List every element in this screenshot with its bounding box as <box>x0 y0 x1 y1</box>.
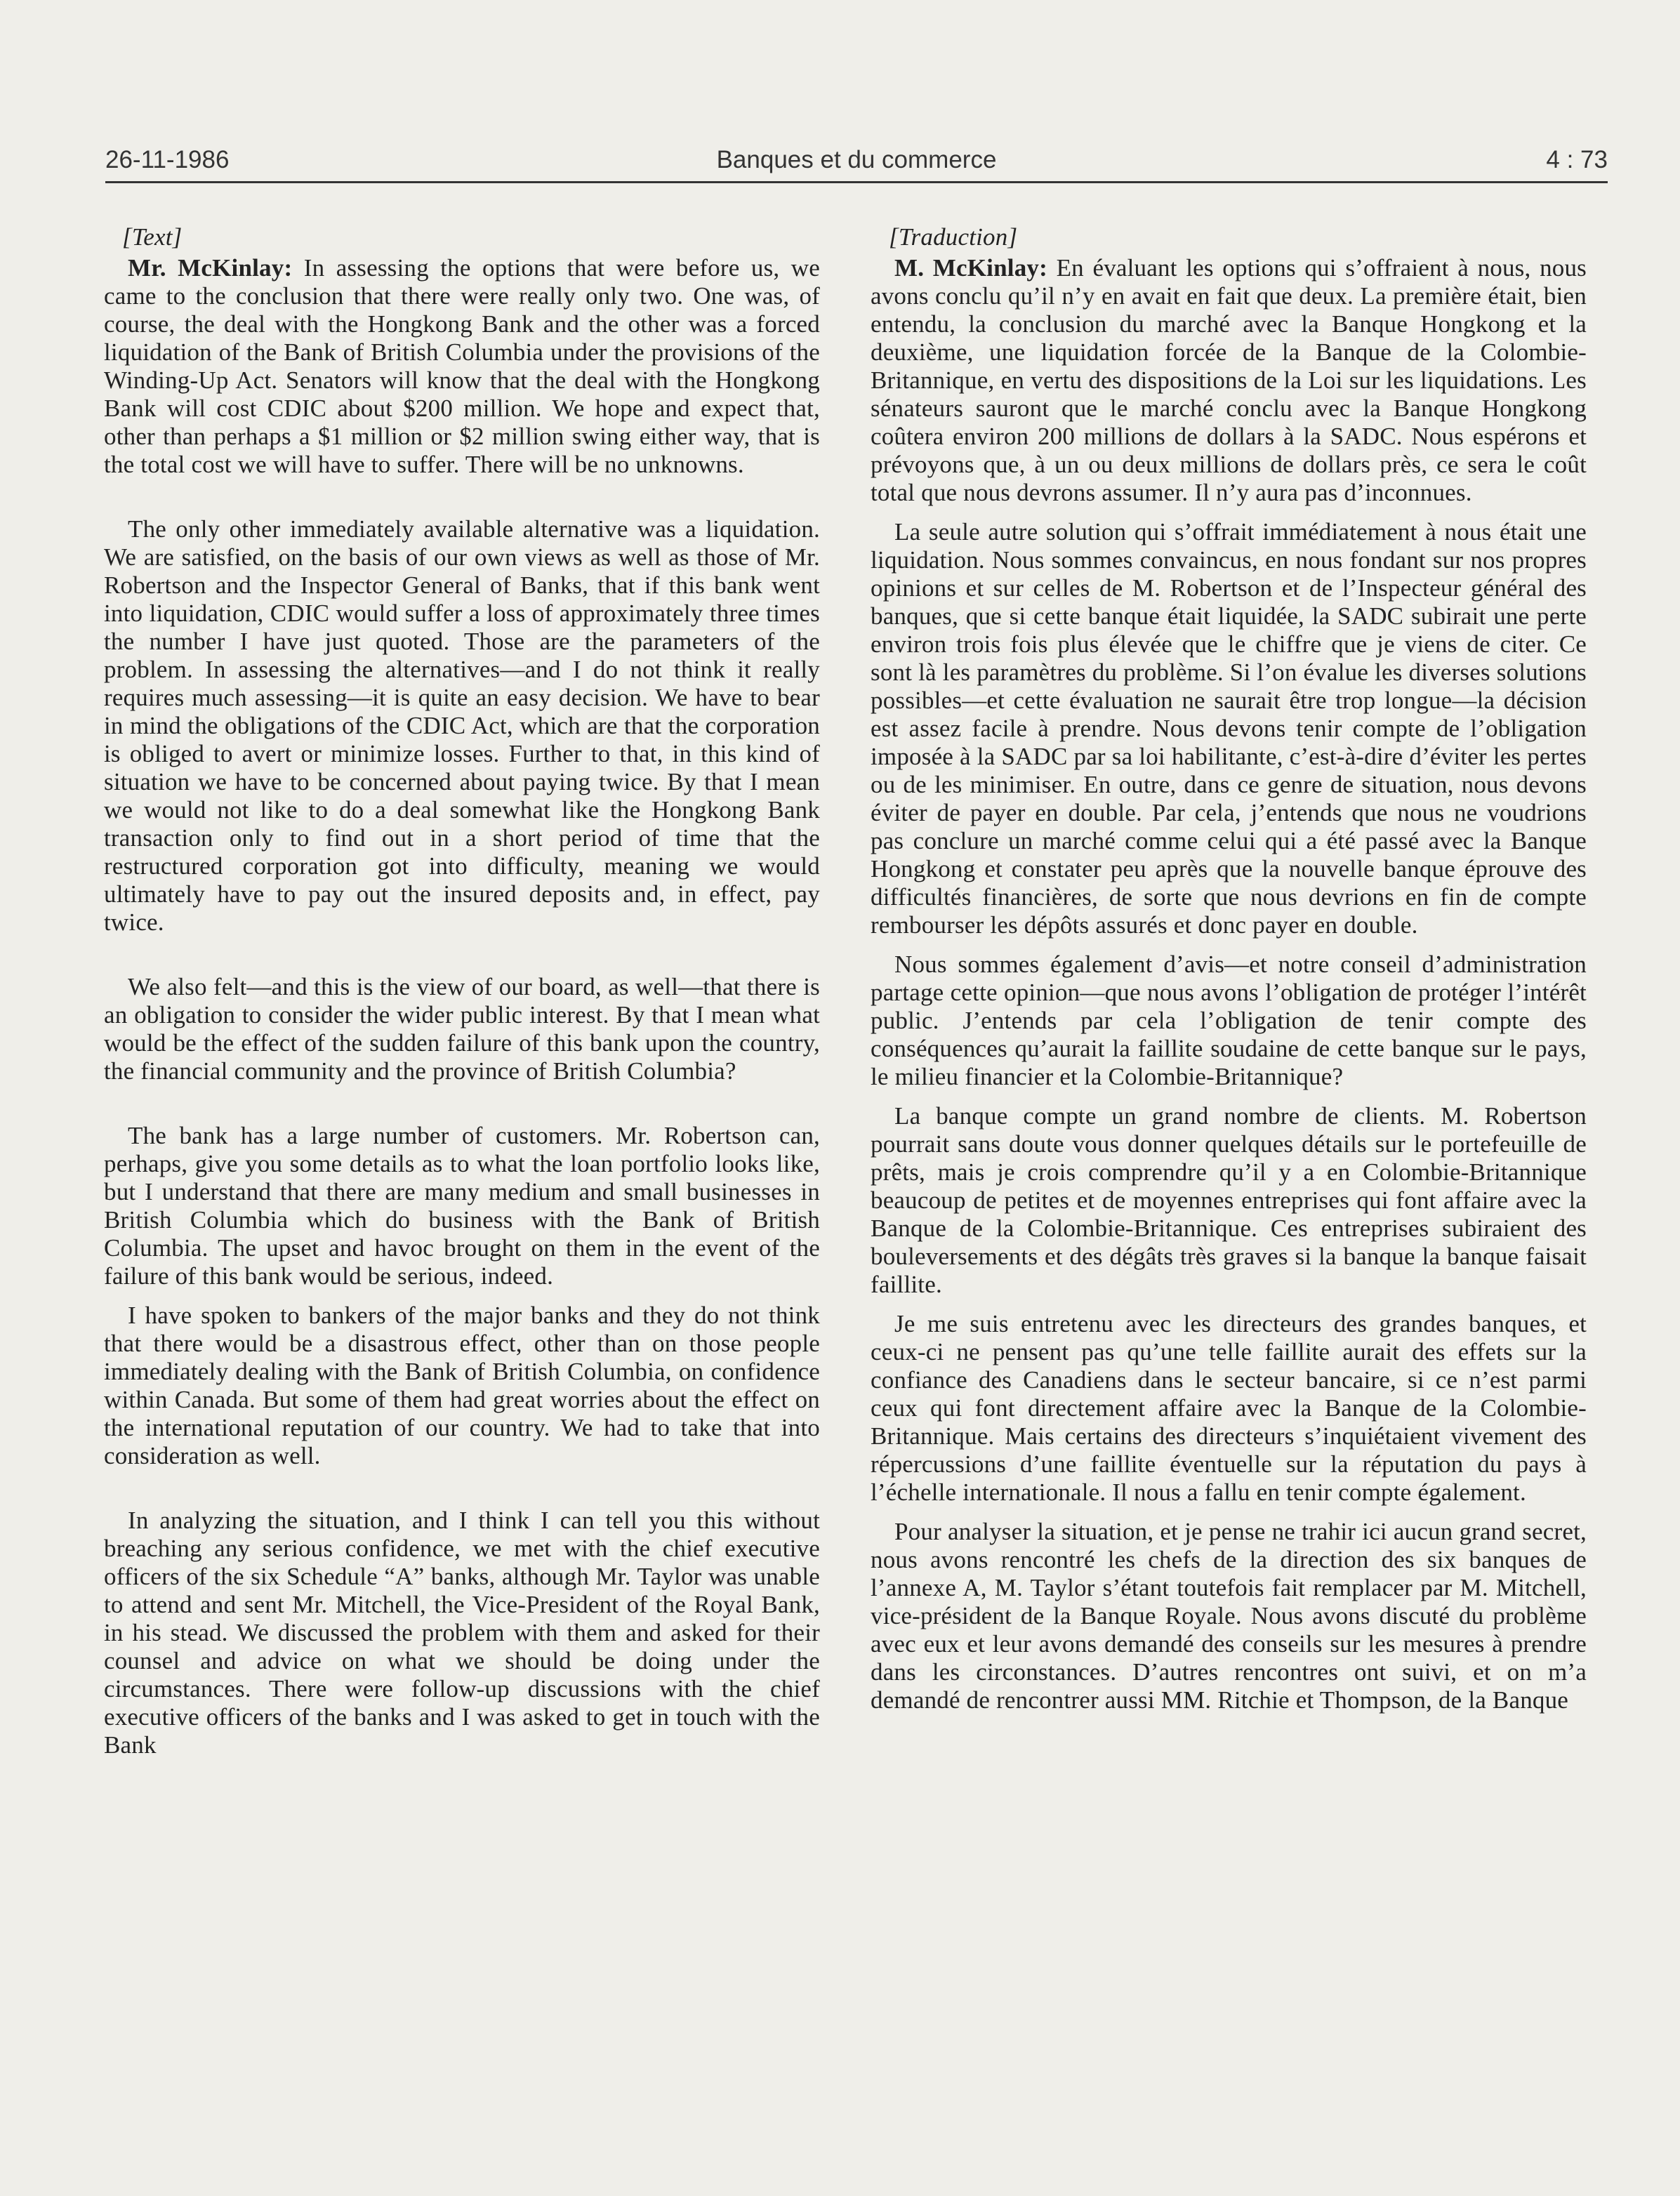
paragraph: The bank has a large number of customers. Mr. Robertson can, perhaps, give you some details as to what the loan portfolio looks like, but I understand that there are many medium and small businesses in British Columbia which do business with the Bank of British Columbia. The upset and havoc brought on them in the event of the failure of this bank would be serious, indeed. <box>104 1122 820 1290</box>
header-title: Banques et du commerce <box>716 146 997 173</box>
text-label: [Text] <box>122 223 183 251</box>
paragraph: La banque compte un grand nombre de clients. M. Robertson pourrait sans doute vous donner quelques détails sur le portefeuille de prêts, mais je crois comprendre qu’il y a en Colombie-Britannique beaucoup de petites et de moyennes entreprises qui font affaire avec la Banque de la Colombie-Britannique. Ces entreprises subiraient des bouleversements et des dégâts très graves si la banque la banque faisait faillite. <box>871 1102 1587 1298</box>
paragraph: I have spoken to bankers of the major banks and they do not think that there would be a disastrous effect, other than on those people immediately dealing with the Bank of British Columbia, on confidence within Canada. But some of them had great worries about the effect on the international reputation of our country. We had to take that into consideration as well. <box>104 1302 820 1469</box>
paragraph: The only other immediately available alternative was a liquidation. We are satisfied, on the basis of our own views as well as those of Mr. Robertson and the Inspector General of Banks, that if this bank went into liquidation, CDIC would suffer a loss of approximately three times the number I have just quoted. Those are the parameters of the problem. In assessing the alternatives—and I do not think it really requires much assessing—it is quite an easy decision. We have to bear in mind the obligations of the CDIC Act, which are that the corporation is obliged to avert or minimize losses. Further to that, in this kind of situation we have to be concerned about paying twice. By that I mean we would not like to do a deal somewhat like the Hongkong Bank transaction only to find out in a short period of time that the restructured corporation got into difficulty, meaning we would ultimately have to pay out the insured deposits and, in effect, pay twice. <box>104 515 820 936</box>
paragraph-text: En évaluant les options qui s’offraient à nous, nous avons conclu qu’il n’y en avait en fait que deux. La première était, bien entendu, la conclusion du marché avec la Banque Hongkong et la deuxième, une liquidation forcée de la Banque de la Colombie-Britannique, en vertu des dispositions de la Loi sur les liquidations. Les sénateurs sauront que le marché conclu avec la Banque Hongkong coûtera environ 200 millions de dollars à la SADC. Nous espérons et prévoyons que, à un ou deux millions de dollars près, ce sera le coût total que nous devrons assumer. Il n’y aura pas d’inconnues. <box>871 254 1587 506</box>
paragraph-text: In assessing the options that were before us, we came to the conclusion that there were really only two. One was, of course, the deal with the Hongkong Bank and the other was a forced liquidation of the Bank of British Columbia under the provisions of the Winding-Up Act. Senators will know that the deal with the Hongkong Bank will cost CDIC about $200 million. We hope and expect that, other than perhaps a $1 million or $2 million swing either way, that is the total cost we will have to suffer. There will be no unknowns. <box>104 254 821 478</box>
speaker-name: M. McKinlay: <box>894 254 1047 282</box>
speaker-name: Mr. McKinlay: <box>128 254 293 282</box>
translation-label: [Traduction] <box>889 223 1018 251</box>
header-rule <box>105 181 1608 183</box>
paragraph: In analyzing the situation, and I think I can tell you this without breaching any serious confidence, we met with the chief executive officers of the six Schedule “A” banks, although Mr. Taylor was unable to attend and sent Mr. Mitchell, the Vice-President of the Royal Bank, in his stead. We discussed the problem with them and asked for their counsel and advice on what we should be doing under the circumstances. There were follow-up discussions with the chief executive officers of the banks and I was asked to get in touch with the Bank <box>104 1507 820 1759</box>
english-column <box>104 223 820 1759</box>
paragraph: Nous sommes également d’avis—et notre conseil d’administration partage cette opinion—que nous avons l’obligation de protéger l’intérêt public. J’entends par cela l’obligation de tenir compte des conséquences qu’aurait la faillite soudaine de cette banque sur le pays, le milieu financier et la Colombie-Britannique? <box>871 951 1587 1090</box>
paragraph <box>871 254 1587 507</box>
header-page-number: 4 : 73 <box>1546 146 1608 173</box>
header-date: 26-11-1986 <box>105 146 230 173</box>
paragraph: Pour analyser la situation, et je pense ne trahir ici aucun grand secret, nous avons rencontré les chefs de la direction des six banques de l’annexe A, M. Taylor s’étant toutefois fait remplacer par M. Mitchell, vice-président de la Banque Royale. Nous avons discuté du problème avec eux et leur avons demandé des conseils sur les mesures à prendre dans les circonstances. D’autres rencontres ont suivi, et on m’a demandé de rencontrer aussi MM. Ritchie et Thompson, de la Banque <box>871 1518 1587 1714</box>
paragraph: We also felt—and this is the view of our board, as well—that there is an obligation to consider the wider public interest. By that I mean what would be the effect of the sudden failure of this bank upon the country, the financial community and the province of British Columbia? <box>104 973 820 1085</box>
french-column <box>871 223 1587 1714</box>
paragraph: La seule autre solution qui s’offrait immédiatement à nous était une liquidation. Nous sommes convaincus, en nous fondant sur nos propres opinions et sur celles de M. Robertson et de l’Inspecteur général des banques, que si cette banque était liquidée, la SADC subirait une perte environ trois fois plus élevée que le chiffre que je viens de citer. Ce sont là les paramètres du problème. Si l’on évalue les diverses solutions possibles—et cette évaluation ne saurait être trop longue—la décision est assez facile à prendre. Nous devons tenir compte de l’obligation imposée à la SADC par sa loi habilitante, c’est-à-dire d’éviter les pertes ou de les minimiser. En outre, dans ce genre de situation, nous devons éviter de payer en double. Par cela, j’entends que nous ne voudrions pas conclure un marché comme celui qui a été passé avec la Banque Hongkong et constater peu après que la nouvelle banque éprouve des difficultés financières, de sorte que nous devrions en fin de compte rembourser les dépôts assurés et donc payer en double. <box>871 518 1587 939</box>
paragraph: Je me suis entretenu avec les directeurs des grandes banques, et ceux-ci ne pensent pas qu’une telle faillite aurait des effets sur la confiance des Canadiens dans le secteur bancaire, si ce n’est parmi ceux qui font directement affaire avec la Banque de la Colombie-Britannique. Mais certains des directeurs s’inquiétaient vivement des répercussions d’une faillite éventuelle sur la réputation du pays à l’échelle internationale. Il nous a fallu en tenir compte également. <box>871 1310 1587 1506</box>
paragraph <box>104 254 820 479</box>
running-header <box>105 146 1608 181</box>
